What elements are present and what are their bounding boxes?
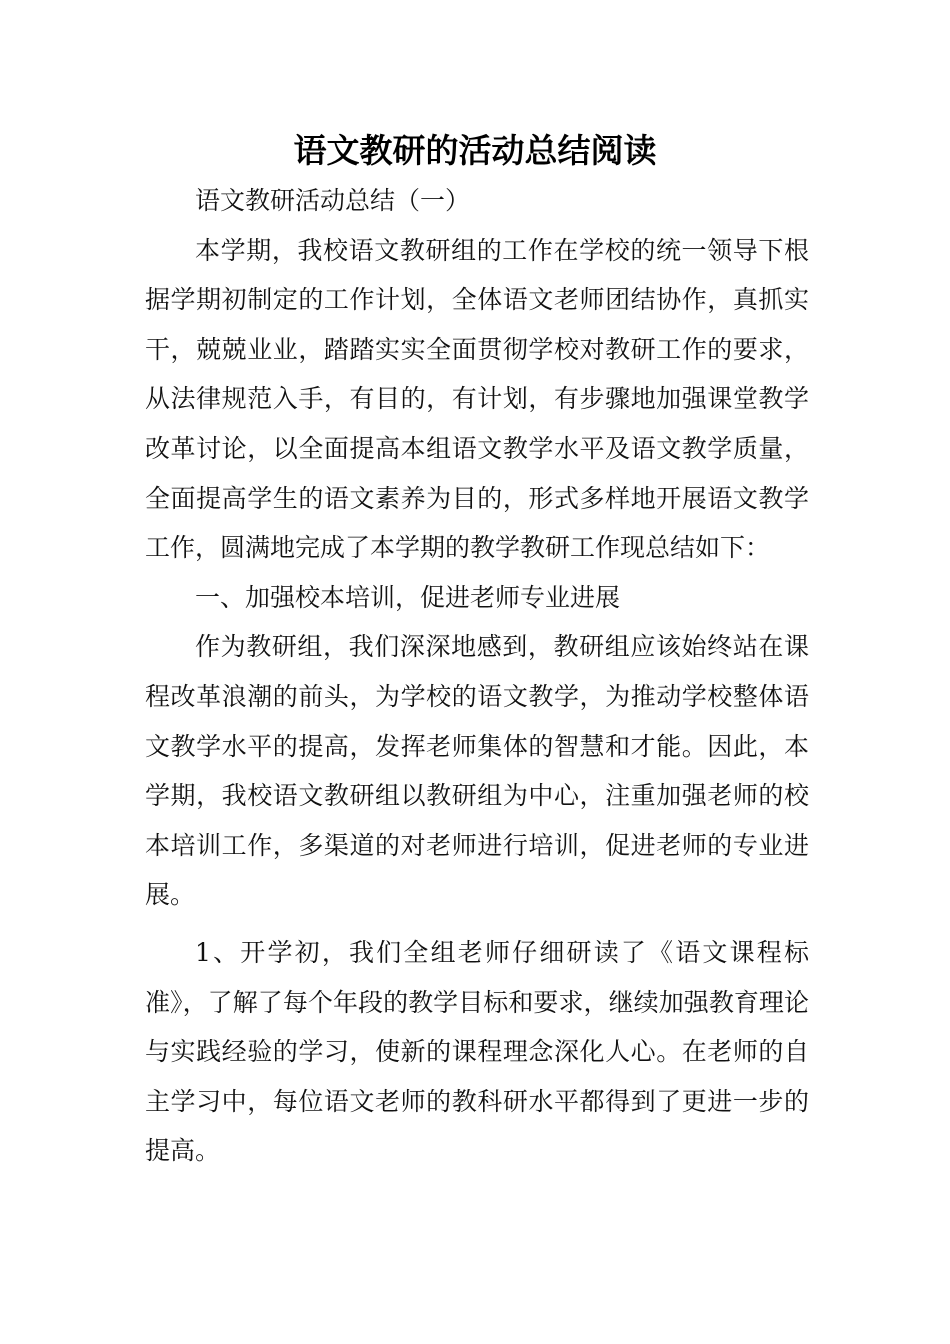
document-title: 语文教研的活动总结阅读 <box>293 131 657 170</box>
section-heading-summary-one: 语文教研活动总结（一） <box>195 186 471 215</box>
paragraph-intro: 本学期，我校语文教研组的工作在学校的统一领导下根据学期初制定的工作计划，全体语文老师团结协作，真抓实干，兢兢业业，踏踏实实全面贯彻学校对教研工作的要求，从法律规范入手，有目的，有计划，有步骤地加强课堂教学改革讨论，以全面提高本组语文教学水平及语文教学质量，全面提高学生的语文素养为目的，形式多样地开展语文教学工作，圆满地完成了本学期的教学教研工作现总结如下： <box>145 235 809 563</box>
document-body <box>145 176 809 1176</box>
paragraph-curriculum-study: 1、开学初，我们全组老师仔细研读了《语文课程标准》，了解了每个年段的教学目标和要求，继续加强教育理论与实践经验的学习，使新的课程理念深化人心。在老师的自主学习中，每位语文老师的教科研水平都得到了更进一步的提高。 <box>145 937 809 1166</box>
paragraph-training: 作为教研组，我们深深地感到，教研组应该始终站在课程改革浪潮的前头，为学校的语文教学，为推动学校整体语文教学水平的提高，发挥老师集体的智慧和才能。因此，本学期，我校语文教研组以教研组为中心，注重加强老师的校本培训工作，多渠道的对老师进行培训，促进老师的专业进展。 <box>145 632 809 910</box>
section-heading-training: 一、加强校本培训，促进老师专业进展 <box>195 582 621 612</box>
